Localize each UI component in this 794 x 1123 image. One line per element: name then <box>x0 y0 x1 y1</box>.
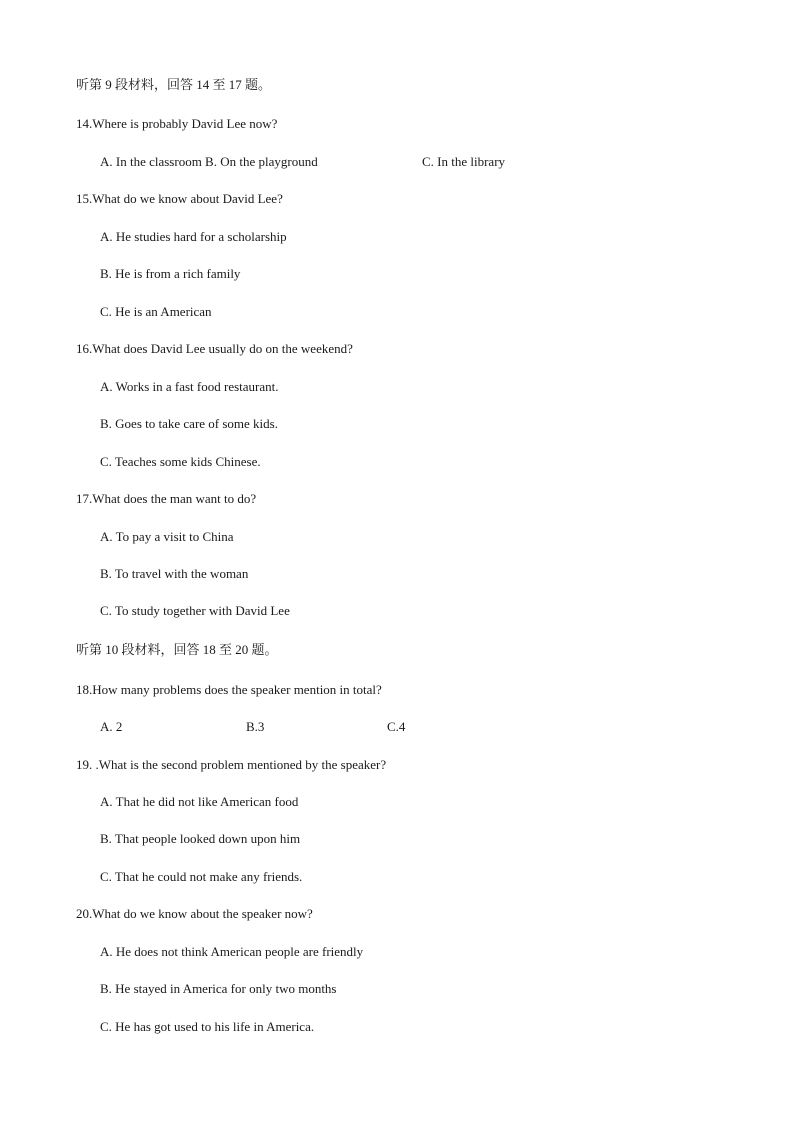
question-14-options-ab: A. In the classroom B. On the playground <box>100 154 318 169</box>
question-17: 17.What does the man want to do? <box>76 491 257 506</box>
question-20: 20.What do we know about the speaker now? <box>76 906 313 921</box>
question-19-option-c: C. That he could not make any friends. <box>100 869 303 884</box>
question-15-option-b: B. He is from a rich family <box>100 266 241 281</box>
question-14: 14.Where is probably David Lee now? <box>76 116 278 131</box>
question-19-option-a: A. That he did not like American food <box>100 794 299 809</box>
question-15-option-a: A. He studies hard for a scholarship <box>100 229 287 244</box>
question-17-option-c: C. To study together with David Lee <box>100 603 290 618</box>
question-18-option-c: C.4 <box>387 719 406 734</box>
question-15: 15.What do we know about David Lee? <box>76 191 283 206</box>
question-20-option-a: A. He does not think American people are friendly <box>100 944 364 959</box>
question-20-option-c: C. He has got used to his life in America. <box>100 1019 315 1034</box>
question-16-option-a: A. Works in a fast food restaurant. <box>100 379 279 394</box>
section-10-header: 听第 10 段材料，回答 18 至 20 题。 <box>76 642 278 657</box>
question-14-option-c: C. In the library <box>422 154 506 169</box>
question-16: 16.What does David Lee usually do on the weekend? <box>76 341 353 356</box>
question-15-option-c: C. He is an American <box>100 304 212 319</box>
question-16-option-c: C. Teaches some kids Chinese. <box>100 454 261 469</box>
question-18-option-a: A. 2 <box>100 719 123 734</box>
question-17-option-a: A. To pay a visit to China <box>100 529 234 544</box>
question-19-option-b: B. That people looked down upon him <box>100 831 301 846</box>
question-17-option-b: B. To travel with the woman <box>100 566 249 581</box>
question-19: 19. .What is the second problem mentioned by the speaker? <box>76 757 387 772</box>
question-18: 18.How many problems does the speaker mention in total? <box>76 682 382 697</box>
question-20-option-b: B. He stayed in America for only two months <box>100 981 337 996</box>
question-16-option-b: B. Goes to take care of some kids. <box>100 416 278 431</box>
section-9-header: 听第 9 段材料，回答 14 至 17 题。 <box>76 77 272 92</box>
question-18-option-b: B.3 <box>246 719 265 734</box>
